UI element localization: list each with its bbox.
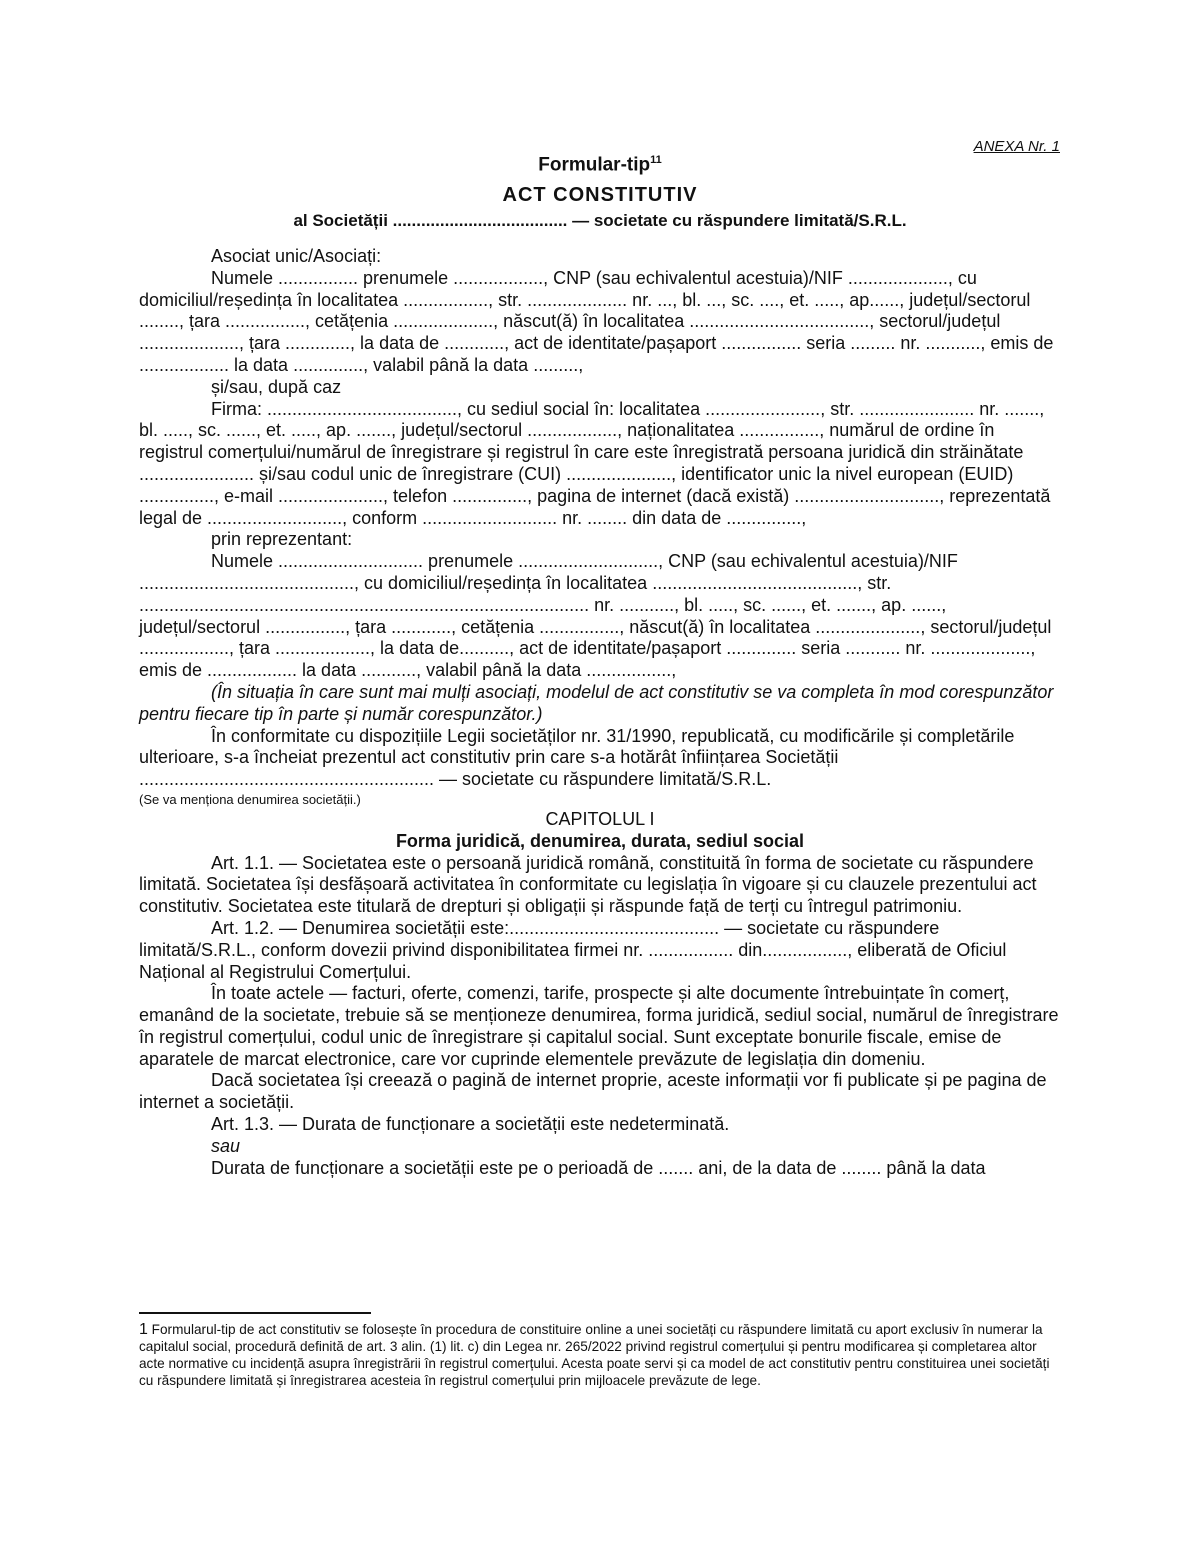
associate-person-paragraph: Numele ................ prenumele .................., CNP (sau echivalentul acestuia)/NIF ...................., cu domiciliul/reședința în localitatea ................., str. .................... nr. ..., bl. ..., sc. ...., et. ....., ap......, județul/sectorul ........, țara ................, cetățenia ...................., născut(ă) în localitatea ...................................., sectorul/județul ...................., țara ............., la data de ............, act de identitate/pașaport ................ seria ......... nr. ..........., emis de .................. la data .............., valabil până la data .........,	[139, 267, 1054, 375]
document-body	[139, 246, 1061, 1179]
footnote-number: 1	[139, 1321, 148, 1338]
act-title: ACT CONSTITUTIV	[502, 184, 698, 206]
associates-heading: Asociat unic/Asociați:	[211, 246, 382, 266]
multiple-associates-note: (În situația în care sunt mai mulți asociați, modelul de act constitutiv se va completa în mod corespunzător pentru fiecare tip în parte și număr corespunzător.)	[139, 681, 1054, 724]
company-associate-paragraph: Firma: ......................................, cu sediul social în: localitatea ......................., str. ....................... nr. ......., bl. ....., sc. ......, et. ....., ap. ......., județul/sectorul .................., naționalitatea ................, numărul de ordine în registrul comerțului/numărul de înregistrare și registrul în care este înregistrată persoana juridică din străinătate ....................... și/sau codul unic de înregistrare (CUI) ....................., identificator unic la nivel european (EUID) ..............., e-mail ....................., telefon ..............., pagina de internet (dacă există) ............................., reprezentată legal de ..........................., conform ........................... nr. ........ din data de ...............,	[139, 398, 1051, 528]
article-1-3: Art. 1.3. — Durata de funcționare a societății este nedeterminată.	[211, 1114, 730, 1135]
article-1-2-documents: În toate actele — facturi, oferte, comenzi, tarife, prospecte și alte documente întrebuințate în comerț, emanând de la societate, trebuie să se menționeze denumirea, forma juridică, sediul social, numărul de înregistrare în registrul comerțului, codul unic de înregistrare și capitalul social. Sunt exceptate bonurile fiscale, emise de aparatele de marcat electronice, care vor cuprinde elementele prevăzute de legislația din domeniu.	[139, 983, 1059, 1069]
chapter-label: CAPITOLUL I	[545, 808, 655, 829]
article-1-2: Art. 1.2. — Denumirea societății este:.......................................... — societate cu răspundere limitată/S.R.L., conform dovezii privind disponibilitatea firmei nr. ................. din................., eliberată de Oficiul Național al Registrului Comerțului.	[139, 917, 1007, 982]
footnote-marker: 11	[650, 154, 662, 166]
article-1-3-duration: Durata de funcționare a societății este pe o perioadă de ....... ani, de la data de ........ până la data	[211, 1157, 986, 1178]
company-name-note: (Se va menționa denumirea societății.)	[139, 791, 361, 807]
annex-label: ANEXA Nr. 1	[973, 138, 1060, 155]
footnote-rule	[139, 1312, 371, 1314]
act-subtitle: al Societății ..................................... — societate cu răspundere limitată/S.R.L.	[293, 211, 907, 230]
footnote-text: Formularul-tip de act constitutiv se folosește în procedura de constituire online a unei societăți cu răspundere limitată cu aport exclusiv în numerar la capitalul social, procedură definită de art. 3 alin. (1) lit. c) din Legea nr. 265/2022 privind registrul comerțului și pentru modificarea și completarea altor acte normative cu incidență asupra înregistrării în registrul comerțului. Acesta poate servi și ca model de act constitutiv pentru constituirea unei societăți cu răspundere limitată și înregistrarea acesteia în registrul comerțului prin mijloacele prevăzute de lege.	[139, 1322, 1050, 1388]
representative-paragraph: Numele ............................. prenumele ............................, CNP (sau echivalentul acestuia)/NIF ..........................................., cu domiciliul/reședința în localitatea ........................................., str. .......................................................................................... nr. ..........., bl. ....., sc. ......, et. ......., ap. ......, județul/sectorul ................, țara ............, cetățenia ................, născut(ă) în localitatea ....................., sectorul/județul .................., țara ..................., la data de.........., act de identitate/pașaport .............. seria ........... nr. ...................., emis de .................. la data ..........., valabil până la data .................,	[139, 551, 1052, 681]
form-title	[0, 154, 1200, 176]
or-as-case-text: și/sau, după caz	[211, 376, 342, 397]
footnote	[139, 1322, 1061, 1390]
legal-basis-paragraph: În conformitate cu dispozițiile Legii societăților nr. 31/1990, republicată, cu modificările și completările ulterioare, s-a încheiat prezentul act constitutiv prin care s-a hotărât înființarea Societății ........................................................... — societate cu răspundere limitată/S.R.L.	[139, 725, 1015, 790]
representative-heading: prin reprezentant:	[211, 529, 353, 550]
chapter-title: Forma juridică, denumirea, durata, sediul social	[395, 830, 805, 851]
article-1-1: Art. 1.1. — Societatea este o persoană juridică română, constituită în forma de societate cu răspundere limitată. Societatea își desfășoară activitatea în conformitate cu legislația în vigoare și cu clauzele prezentului act constitutiv. Societatea este titulară de drepturi și obligații și răspunde față de terți cu întregul patrimoniu.	[139, 852, 1037, 917]
article-1-2-website: Dacă societatea își creează o pagină de internet proprie, aceste informații vor fi publicate și pe pagina de internet a societății.	[139, 1070, 1047, 1113]
form-title-text: Formular-tip	[538, 154, 651, 176]
article-1-3-or: sau	[211, 1135, 241, 1156]
